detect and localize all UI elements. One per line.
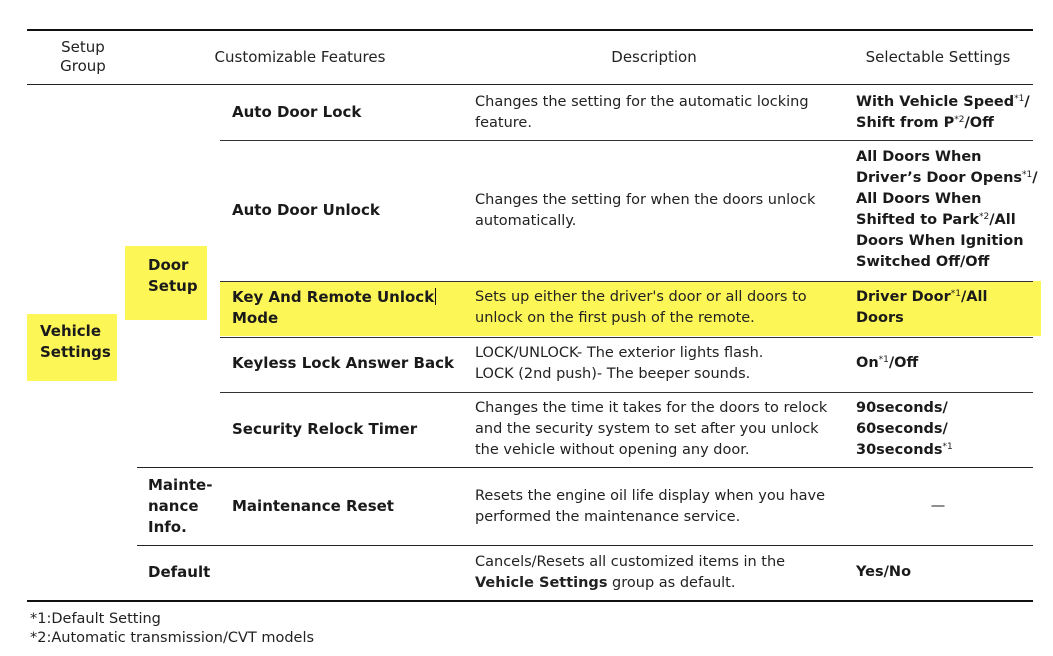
rule-top (27, 29, 1033, 31)
rule-door-setup-end (137, 467, 1033, 468)
rule-row2 (220, 281, 1033, 282)
settings-keyless-lock-answer-back: On$^{*1}$/Off (856, 355, 919, 371)
feature-key-remote-unlock-mode: Key And Remote Unlock Mode (232, 288, 435, 327)
group-maintenance-info: Mainte- nance Info. (148, 476, 213, 536)
desc-default: Cancels/Resets all customized items in the Vehicle Settings group as default. (475, 554, 786, 591)
header-setup-group: Setup Group (60, 38, 106, 75)
rule-header-bottom (27, 84, 1033, 85)
rule-bottom (27, 600, 1033, 602)
header-description: Description (611, 48, 697, 66)
feature-maintenance-reset: Maintenance Reset (232, 497, 394, 515)
settings-key-remote-unlock-mode: Driver Door$^{*1}$/All Doors (856, 289, 988, 326)
desc-security-relock-timer: Changes the time it takes for the doors to relock and the security system to set after you unlock the vehicle without opening any door. (475, 400, 828, 458)
footnote-2: *2:Automatic transmission/CVT models (30, 630, 315, 646)
feature-auto-door-lock: Auto Door Lock (232, 103, 362, 121)
settings-default: Yes/No (856, 564, 912, 580)
settings-auto-door-lock: With Vehicle Speed$^{*1}$/ Shift from $P^{*2}$/Off (856, 94, 1030, 131)
desc-maintenance-reset: Resets the engine oil life display when you have performed the maintenance service. (475, 488, 826, 525)
settings-auto-door-unlock: All Doors When Driver’s Door Opens$^{*1}$/ All Doors When Shifted to Park$^{*2}$/All Doors When Ignition Switched Off/Off (856, 149, 1038, 270)
rule-maintenance-end (137, 545, 1033, 546)
desc-auto-door-lock: Changes the setting for the automatic locking feature. (475, 94, 809, 131)
header-selectable-settings: Selectable Settings (865, 48, 1011, 66)
text-cursor (435, 288, 436, 305)
settings-maintenance-reset: — (930, 498, 946, 514)
rule-row1 (220, 140, 1033, 141)
group-vehicle-settings: Vehicle Settings (40, 322, 111, 361)
group-default: Default (148, 563, 211, 581)
desc-keyless-lock-answer-back: LOCK/UNLOCK- The exterior lights flash. LOCK (2nd push)- The beeper sounds. (475, 345, 764, 382)
feature-auto-door-unlock: Auto Door Unlock (232, 201, 380, 219)
rule-row4 (220, 392, 1033, 393)
feature-security-relock-timer: Security Relock Timer (232, 420, 418, 438)
settings-security-relock-timer: 90seconds/ 60seconds/ 30seconds$^{*1}$ (856, 400, 953, 458)
group-door-setup: Door Setup (148, 256, 198, 295)
feature-keyless-lock-answer-back: Keyless Lock Answer Back (232, 354, 454, 372)
desc-auto-door-unlock: Changes the setting for when the doors unlock automatically. (475, 192, 816, 229)
footnote-1: *1:Default Setting (30, 611, 161, 627)
header-customizable-features: Customizable Features (214, 48, 386, 66)
desc-key-remote-unlock-mode: Sets up either the driver's door or all doors to unlock on the first push of the remote. (475, 289, 807, 326)
rule-row3 (220, 337, 1033, 338)
